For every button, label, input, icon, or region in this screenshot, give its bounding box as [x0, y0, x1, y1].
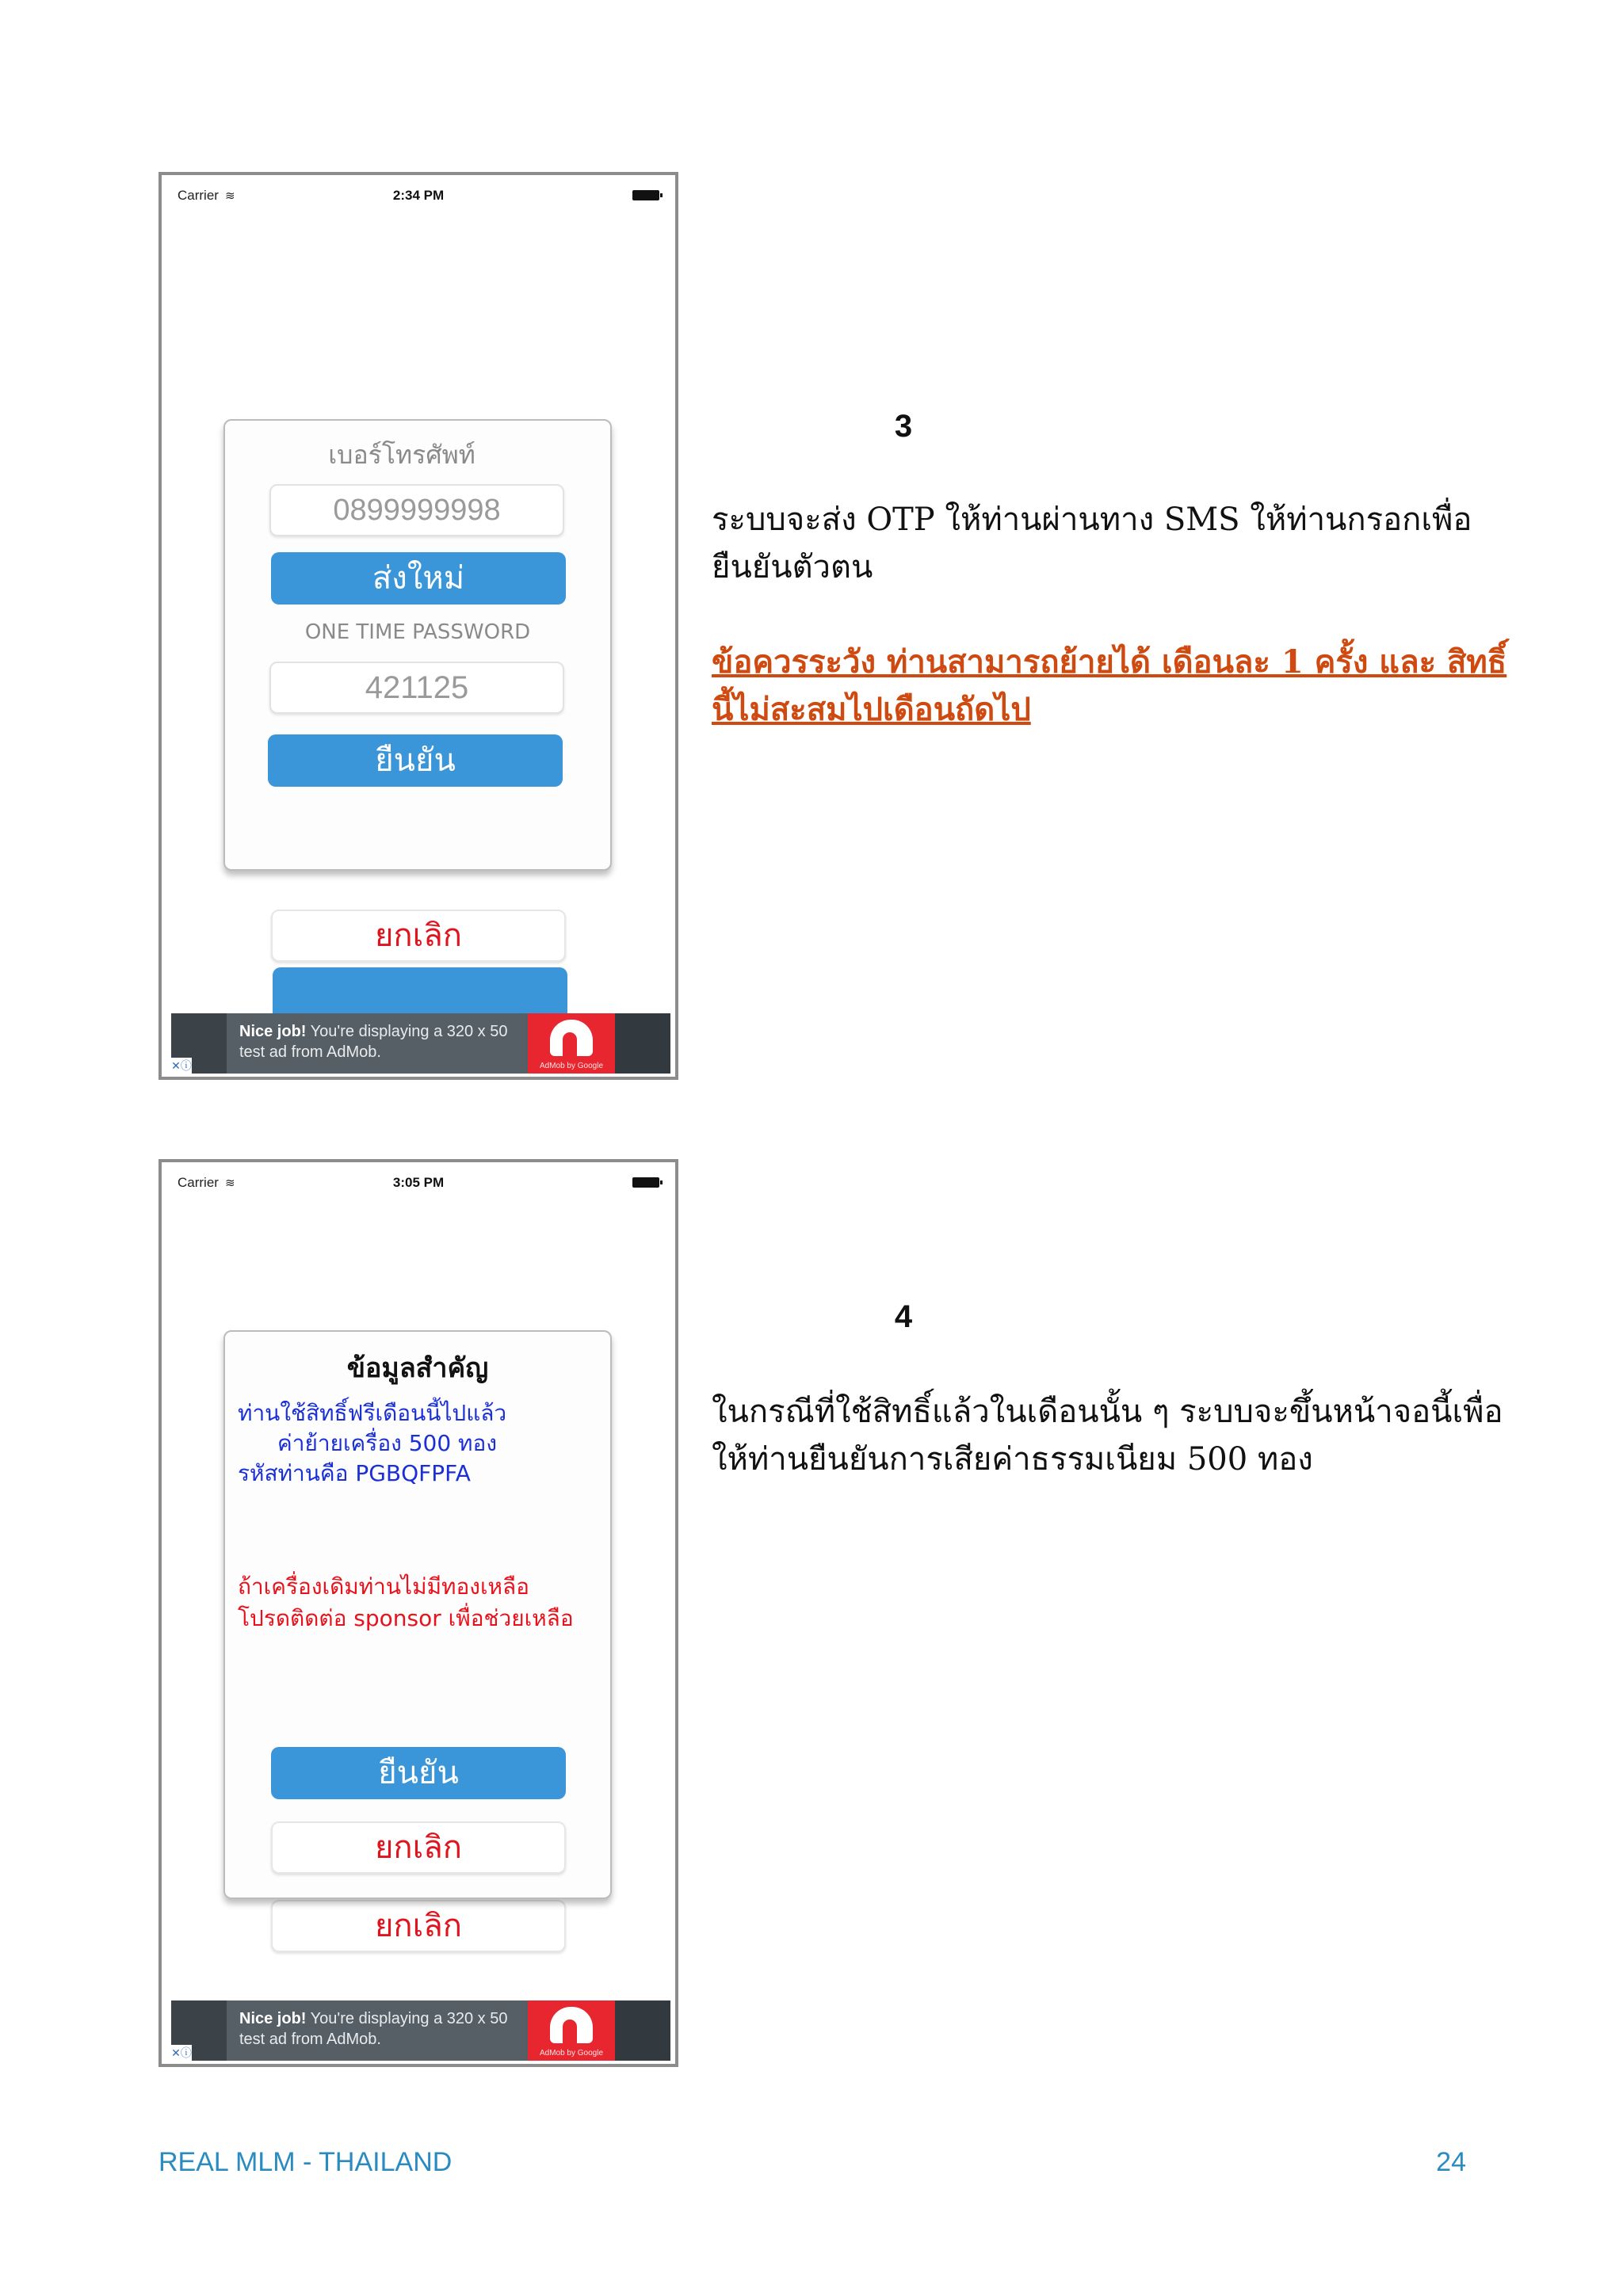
status-time: 3:05 PM: [392, 1175, 445, 1190]
admob-logo-icon: [550, 2007, 593, 2043]
wifi-icon: ≋: [224, 189, 235, 203]
cancel-button-behind[interactable]: ยกเลิก: [271, 1900, 566, 1952]
ad-line2: test ad from AdMob.: [239, 1043, 381, 1061]
footer-title: REAL MLM - THAILAND: [158, 2147, 453, 2177]
ad-right-panel: [615, 2000, 670, 2061]
ad-text: [239, 2008, 507, 2050]
phone-screenshot-otp: [158, 172, 678, 1080]
carrier-label: Carrier ≋: [178, 188, 235, 203]
admob-banner[interactable]: [171, 1013, 670, 1074]
ad-close-icon[interactable]: ✕ⓘ: [171, 2046, 192, 2059]
confirm-button[interactable]: ยืนยัน: [268, 734, 563, 787]
info-line-2: ค่าย้ายเครื่อง 500 ทอง: [277, 1430, 498, 1456]
ad-line2: test ad from AdMob.: [239, 2031, 381, 2048]
step-3-warning: ข้อควรระวัง ท่านสามารถย้ายได้ เดือนละ 1 ครั้ง และ สิทธิ์นี้ไม่สะสมไปเดือนถัดไป: [712, 643, 1507, 728]
battery-icon: [632, 190, 659, 200]
cancel-button[interactable]: ยกเลิก: [271, 910, 566, 962]
resend-button[interactable]: ส่งใหม่: [271, 552, 566, 605]
info-text: [238, 1398, 506, 1489]
admob-logo-icon: [550, 1020, 593, 1056]
otp-label: ONE TIME PASSWORD: [304, 620, 531, 644]
ad-headline: Nice job!: [239, 2010, 307, 2027]
admob-logo-panel: [528, 1013, 615, 1074]
ad-headline: Nice job!: [239, 1023, 307, 1040]
status-time: 2:34 PM: [392, 188, 445, 203]
status-bar: [162, 175, 675, 213]
phone-screenshot-fee: [158, 1159, 678, 2067]
step-3-description: [712, 496, 1512, 734]
battery-icon: [632, 1177, 659, 1188]
info-line-3: รหัสท่านคือ PGBQFPFA: [238, 1460, 471, 1486]
carrier-label: Carrier ≋: [178, 1175, 235, 1190]
ad-line1: You're displaying a 320 x 50: [310, 2010, 508, 2027]
phone-number-field[interactable]: 0899999998: [269, 484, 564, 536]
status-bar: [162, 1162, 675, 1200]
warning-text: [238, 1571, 574, 1634]
step-number-4: 4: [894, 1299, 913, 1334]
warning-line-1: ถ้าเครื่องเดิมท่านไม่มีทองเหลือ: [238, 1573, 529, 1600]
wifi-icon: ≋: [224, 1177, 235, 1190]
ad-close-icon[interactable]: ✕ⓘ: [171, 1059, 192, 1072]
ad-line1: You're displaying a 320 x 50: [310, 1023, 508, 1040]
phone-number-label: เบอร์โทรศัพท์: [328, 440, 475, 470]
step-number-3: 3: [894, 409, 913, 444]
step-4-description: ในกรณีที่ใช้สิทธิ์แล้วในเดือนนั้น ๆ ระบบจะขึ้นหน้าจอนี้เพื่อให้ท่านยืนยันการเสียค่าธรรมเนียม 500 ทอง: [712, 1394, 1503, 1478]
ad-brand: AdMob by Google: [539, 2049, 604, 2058]
info-line-1: ท่านใช้สิทธิ์ฟรีเดือนนี้ไปแล้ว: [238, 1400, 507, 1426]
step-3-text: ระบบจะส่ง OTP ให้ท่านผ่านทาง SMS ให้ท่านกรอกเพื่อยืนยันตัวตน: [712, 502, 1472, 585]
cancel-button[interactable]: ยกเลิก: [271, 1821, 566, 1874]
otp-dialog: [223, 419, 612, 871]
page-number: 24: [1436, 2147, 1466, 2177]
ad-text: [239, 1021, 507, 1062]
confirm-button[interactable]: ยืนยัน: [271, 1747, 566, 1799]
admob-banner[interactable]: [171, 2000, 670, 2061]
ad-right-panel: [615, 1013, 670, 1074]
admob-logo-panel: [528, 2000, 615, 2061]
warning-line-2: โปรดติดต่อ sponsor เพื่อช่วยเหลือ: [238, 1605, 574, 1631]
otp-field[interactable]: 421125: [269, 662, 564, 714]
dialog-title: ข้อมูลสำคัญ: [346, 1352, 489, 1384]
ad-brand: AdMob by Google: [539, 1062, 604, 1070]
info-dialog: [223, 1330, 612, 1899]
